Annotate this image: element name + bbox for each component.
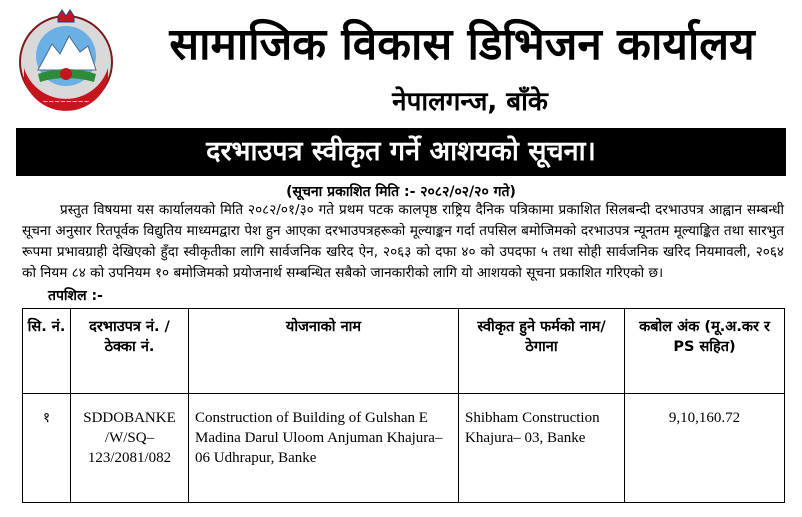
details-label: तपशिल :- — [48, 288, 103, 304]
notice-title-banner: दरभाउपत्र स्वीकृत गर्ने आशयको सूचना। — [16, 128, 786, 176]
header-firm: स्वीकृत हुने फर्मको नाम/ठेगाना — [459, 309, 625, 394]
nepal-government-emblem-icon — [14, 8, 118, 112]
notice-body — [22, 200, 784, 284]
cell-project: Construction of Building of Gulshan E Madina Darul Uloom Anjuman Khajura–06 Udhrapur, Banke — [189, 394, 459, 503]
notice-body-paragraph: प्रस्तुत विषयमा यस कार्यालयको मिति २०८२/०१/३० गते प्रथम पटक कालपृष्ठ राष्ट्रिय दैनिक पत्रिकामा प्रकाशित सिलबन्दी दरभाउपत्र आह्वान सम्बन्धी सूचना अनुसार रितपूर्वक विद्युतिय माध्यमद्वारा पेश हुन आएका दरभाउपत्रहरूको मूल्याङ्कन गर्दा तपसिल बमोजिमको दरभाउपत्र न्यूनतम मूल्याङ्कित तथा सारभुत रूपमा प्रभावग्राही देखिएको हुँदा स्वीकृतीका लागि सार्वजनिक खरिद ऐन, २०६३ को दफा ४० को उपदफा ५ तथा सोही सार्वजनिक खरिद नियमावली, २०६४ को नियम ८४ को उपनियम १० बमोजिमको प्रयोजनार्थ सम्बन्धित सबैको जानकारीको लागि यो आशयको सूचना प्रकाशित गरिएको छ। — [22, 202, 784, 281]
header-project: योजनाको नाम — [189, 309, 459, 394]
cell-sn: १ — [23, 394, 71, 503]
publication-date: (सूचना प्रकाशित मिति :- २०८२/०२/२० गते) — [286, 184, 516, 200]
table-row — [23, 394, 785, 503]
svg-text:~~~~~~~~: ~~~~~~~~ — [42, 98, 90, 106]
contracts-table — [22, 308, 785, 503]
cell-amount: 9,10,160.72 — [625, 394, 785, 503]
cell-ref: SDDOBANKE /W/SQ–123/2081/082 — [71, 394, 189, 503]
table-header-row — [23, 309, 785, 394]
header-sn: सि. नं. — [23, 309, 71, 394]
office-name: सामाजिक विकास डिभिजन कार्यालय — [169, 19, 755, 70]
cell-firm: Shibham Construction Khajura– 03, Banke — [459, 394, 625, 503]
header-amount: कबोल अंक (मू.अ.कर र PS सहित) — [625, 309, 785, 394]
header-ref: दरभाउपत्र नं. / ठेक्का नं. — [71, 309, 189, 394]
office-location: नेपालगन्ज, बाँके — [392, 87, 548, 117]
